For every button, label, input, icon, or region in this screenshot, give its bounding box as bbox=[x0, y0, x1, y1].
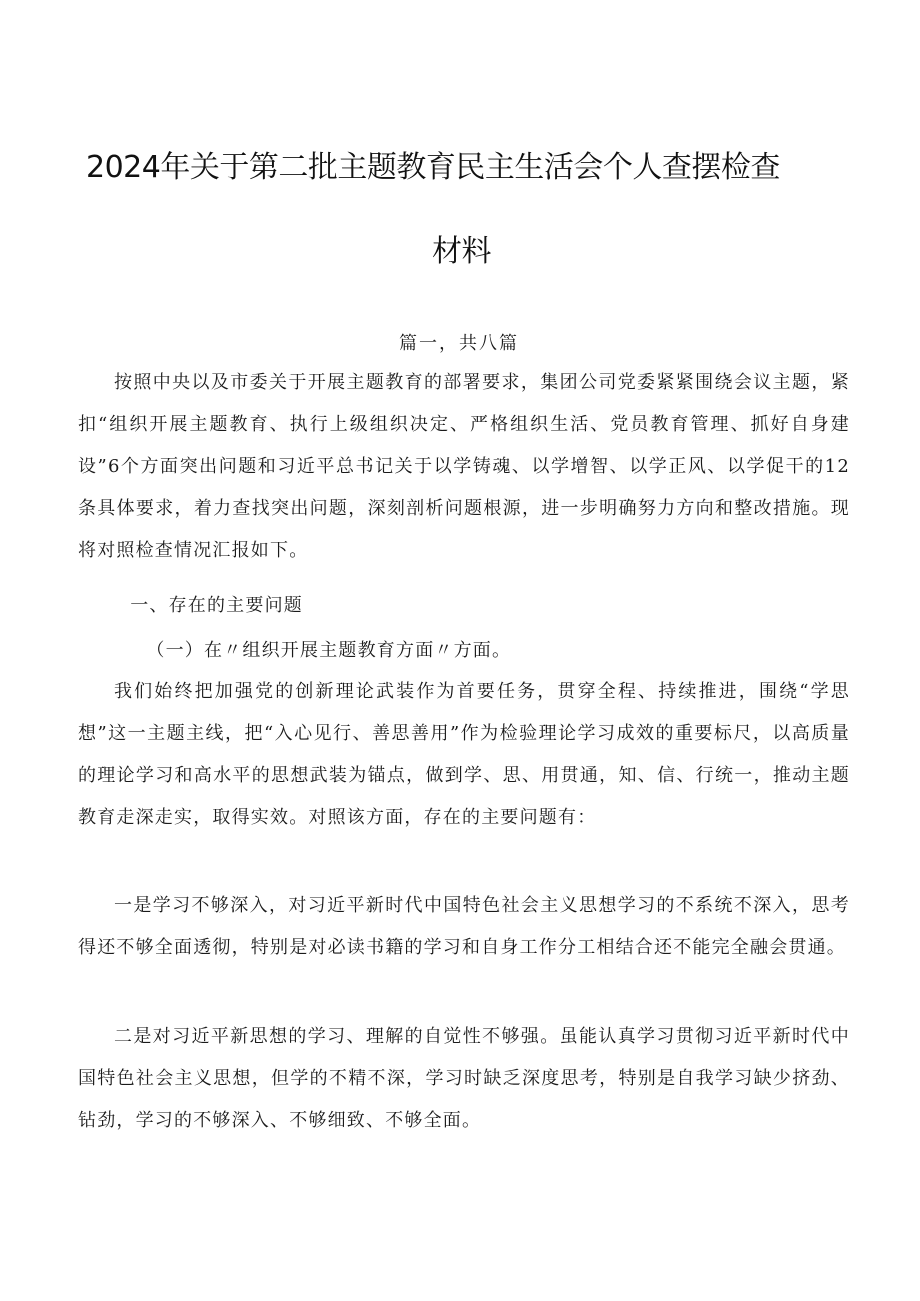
subheading-theme-education: （一）在〃组织开展主题教育方面〃方面。 bbox=[146, 640, 512, 661]
document-title-line2: 材料 bbox=[432, 234, 491, 269]
paragraph-theory-study: 我们始终把加强党的创新理论武装作为首要任务，贯穿全程、持续推进，围绕“学思想”这一主题主线，把“入心见行、善思善用”作为检验理论学习成效的重要标尺，以高质量的理论学习和高水平的思想武装为锚点，做到学、思、用贯通，知、信、行统一，推动主题教育走深走实，取得实效。对照该方面，存在的主要问题有： bbox=[78, 681, 850, 828]
paragraph-problem-two: 二是对习近平新思想的学习、理解的自觉性不够强。虽能认真学习贯彻习近平新时代中国特色社会主义思想，但学的不精不深，学习时缺乏深度思考，特别是自我学习缺少挤劲、钻劲，学习的不够深入、不够细致、不够全面。 bbox=[78, 1026, 850, 1131]
paragraph-intro: 按照中央以及市委关于开展主题教育的部署要求，集团公司党委紧紧围绕会议主题，紧扣“组织开展主题教育、执行上级组织决定、严格组织生活、党员教育管理、抓好自身建设”6个方面突出问题和习近平总书记关于以学铸魂、以学增智、以学正风、以学促干的12条具体要求，着力查找突出问题，深刻剖析问题根源，进一步明确努力方向和整改措施。现将对照检查情况汇报如下。 bbox=[78, 372, 850, 561]
heading-main-problems: 一、存在的主要问题 bbox=[130, 595, 303, 616]
paragraph-problem-one: 一是学习不够深入，对习近平新时代中国特色社会主义思想学习的不系统不深入，思考得还不够全面透彻，特别是对必读书籍的学习和自身工作分工相结合还不能完全融会贯通。 bbox=[78, 895, 850, 958]
section-label: 篇一，共八篇 bbox=[399, 333, 519, 354]
document-title-line1: 2024年关于第二批主题教育民主生活会个人查摆检查 bbox=[86, 150, 780, 185]
